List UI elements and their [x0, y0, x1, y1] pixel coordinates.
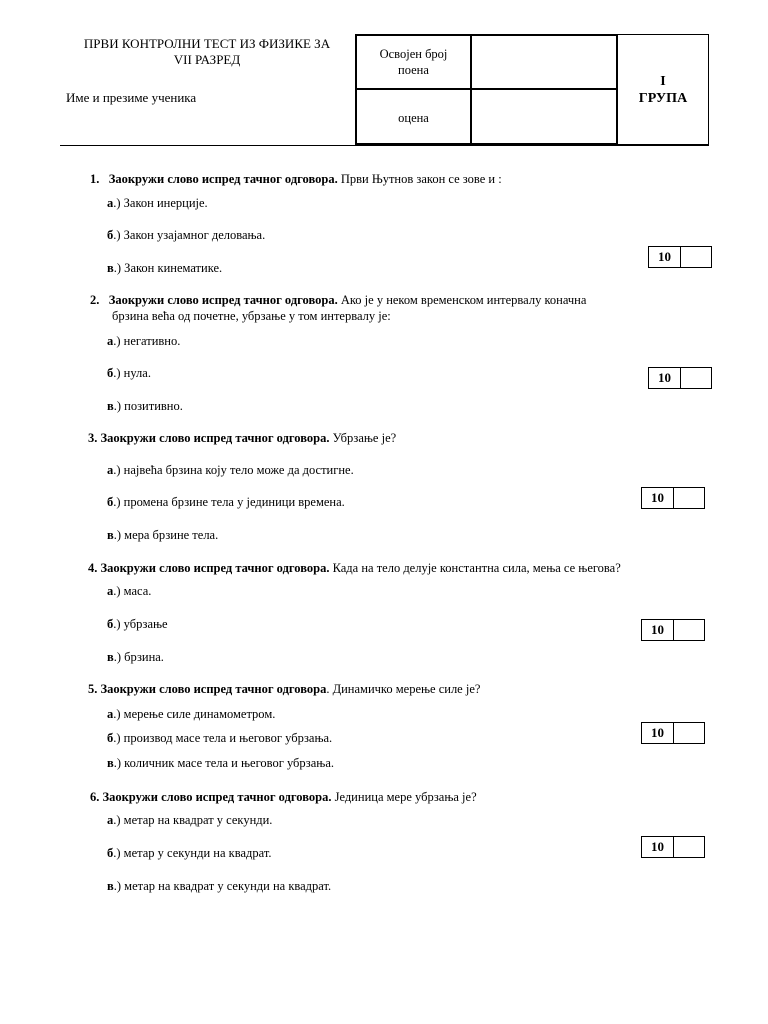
- points-earned-label: Освојен број поена: [379, 47, 448, 77]
- question-6-option-b[interactable]: б.) метар у секунди на квадрат.: [107, 846, 272, 860]
- question-1-earned-field[interactable]: [681, 247, 711, 267]
- group-box: [618, 34, 709, 145]
- question-5-option-v[interactable]: в.) количник масе тела и његовог убрзања.: [107, 756, 334, 770]
- question-2-option-v[interactable]: в.) позитивно.: [107, 399, 183, 413]
- question-3-option-a[interactable]: а.) највећа брзина коју тело може да достигне.: [107, 463, 354, 477]
- question-1-score-box: 10: [648, 246, 712, 268]
- group-numeral: I: [660, 74, 666, 89]
- question-3-score-box: 10: [641, 487, 705, 509]
- test-title-line-2: VII РАЗРЕД: [173, 52, 241, 67]
- question-4-option-v[interactable]: в.) брзина.: [107, 650, 164, 664]
- question-3-option-b[interactable]: б.) промена брзине тела у јединици времена.: [107, 495, 345, 509]
- question-4-score-box: 10: [641, 619, 705, 641]
- question-5-option-b[interactable]: б.) производ масе тела и његовог убрзања.: [107, 731, 333, 745]
- question-2-option-b[interactable]: б.) нула.: [107, 366, 151, 380]
- question-5-option-a[interactable]: а.) мерење силе динамометром.: [107, 707, 276, 721]
- question-4-option-b[interactable]: б.) убрзање: [107, 617, 168, 631]
- question-5-earned-field[interactable]: [674, 723, 704, 743]
- score-table: [355, 34, 618, 145]
- question-1-option-b[interactable]: б.) Закон узајамног деловања.: [107, 228, 266, 242]
- question-5-score-box: 10: [641, 722, 705, 744]
- test-title-line-1: ПРВИ КОНТРОЛНИ ТЕСТ ИЗ ФИЗИКЕ ЗА: [83, 36, 331, 51]
- question-1-option-a[interactable]: а.) Закон инерције.: [107, 196, 208, 210]
- header-divider: [60, 145, 709, 146]
- question-6-text: 6. Заокружи слово испред тачног одговора. Јединица мере убрзања је?: [90, 790, 477, 804]
- question-6-score-box: 10: [641, 836, 705, 858]
- grade-field[interactable]: [472, 90, 616, 143]
- question-4-earned-field[interactable]: [674, 620, 704, 640]
- question-6-option-v[interactable]: в.) метар на квадрат у секунди на квадрат.: [107, 879, 332, 893]
- question-2-earned-field[interactable]: [681, 368, 711, 388]
- test-title: [66, 36, 348, 68]
- question-3-text: 3. Заокружи слово испред тачног одговора. Убрзање је?: [88, 431, 397, 445]
- question-6-option-a[interactable]: а.) метар на квадрат у секунди.: [107, 813, 273, 827]
- question-1-option-v[interactable]: в.) Закон кинематике.: [107, 261, 223, 275]
- question-2-text-continued: брзина већа од почетне, убрзање у том интервалу је:: [112, 309, 391, 323]
- points-earned-field[interactable]: [472, 36, 616, 88]
- question-4-option-a[interactable]: а.) маса.: [107, 584, 152, 598]
- question-3-option-v[interactable]: в.) мера брзине тела.: [107, 528, 219, 542]
- question-4-text: 4. Заокружи слово испред тачног одговора. Када на тело делује константна сила, мења се његова?: [88, 561, 621, 575]
- group-label: ГРУПА: [638, 91, 688, 106]
- question-2-option-a[interactable]: а.) негативно.: [107, 334, 181, 348]
- question-3-earned-field[interactable]: [674, 488, 704, 508]
- question-5-text: 5. Заокружи слово испред тачног одговора. Динамичко мерење силе је?: [88, 682, 481, 696]
- question-2-score-box: 10: [648, 367, 712, 389]
- question-2-text: 2. Заокружи слово испред тачног одговора. Ако је у неком временском интервалу коначна: [90, 293, 587, 307]
- grade-label: оцена: [398, 111, 429, 125]
- question-1-text: 1. Заокружи слово испред тачног одговора. Први Њутнов закон се зове и :: [90, 172, 502, 186]
- question-6-earned-field[interactable]: [674, 837, 704, 857]
- student-name-label: Име и презиме ученика: [66, 90, 197, 105]
